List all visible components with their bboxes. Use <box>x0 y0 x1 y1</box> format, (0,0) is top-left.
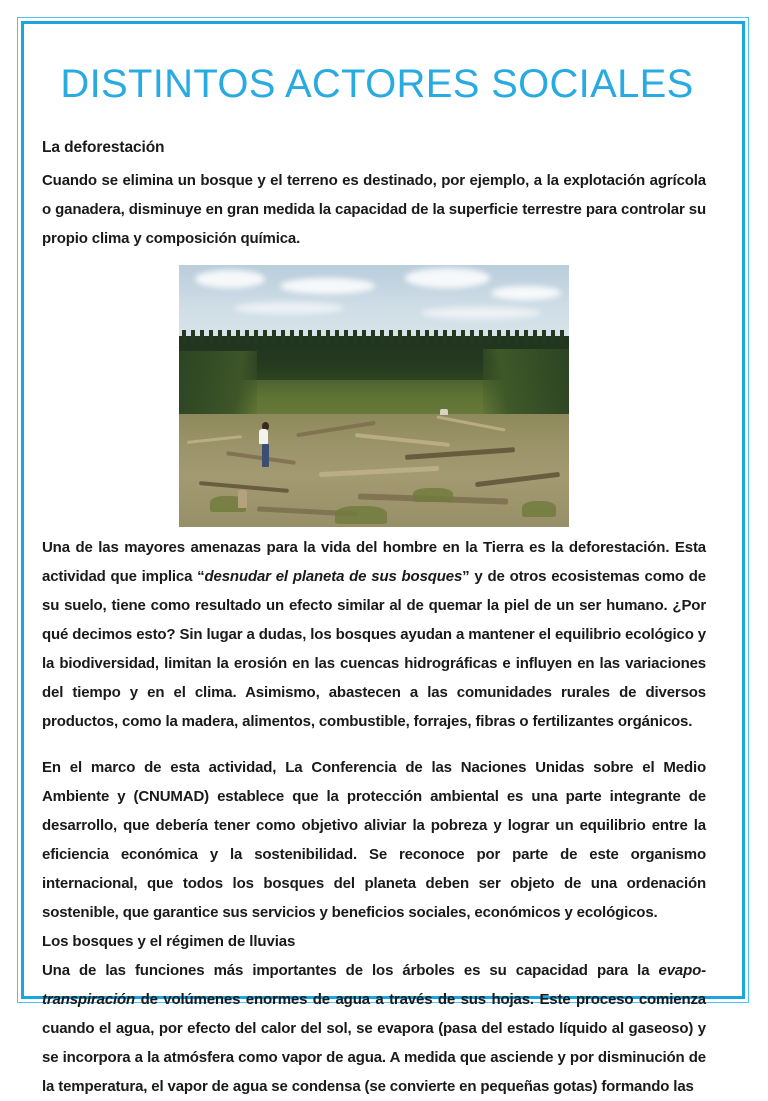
paragraph-amenazas <box>42 533 706 736</box>
document-content <box>42 58 706 1101</box>
cloud-shape <box>421 307 541 319</box>
grass-tuft <box>413 488 453 502</box>
person-figure-shirt <box>259 429 268 444</box>
paragraph-evapotranspiracion-text-before: Una de las funciones más importantes de los árboles es su capacidad para la <box>42 962 659 979</box>
deforestation-photo <box>179 265 569 527</box>
grass-tuft <box>522 501 556 517</box>
cloud-shape <box>405 268 490 288</box>
section-heading-deforestacion: La deforestación <box>42 139 165 156</box>
tree-stump <box>440 409 448 415</box>
paragraph-amenazas-quote: desnudar el planeta de sus bosques <box>204 568 463 585</box>
cloud-shape <box>491 286 561 300</box>
paragraph-evapotranspiracion-term: evapo-transpiración <box>42 962 706 1008</box>
cloud-shape <box>234 302 344 314</box>
paragraph-amenazas-text-before: Una de las mayores amenazas para la vida del hombre en la Tierra es la deforestación. Esta actividad que implica “ <box>42 539 706 585</box>
tree-stump <box>238 490 247 508</box>
paragraph-evapotranspiracion <box>42 956 706 1101</box>
paragraph-amenazas-text-after: ” y de otros ecosistemas como de su suelo, tiene como resultado un efecto similar al de quemar la piel de un ser humano. ¿Por qué decimos esto? Sin lugar a dudas, los bosques ayudan a mantener el equilibrio ecológico y la biodiversidad, limitan la erosión en las cuencas hidrográficas e influyen en las variaciones del tiempo y en el clima. Asimismo, abastecen a las comunidades rurales de diversos productos, como la madera, alimentos, combustible, forrajes, fibras o fertilizantes orgánicos. <box>42 568 706 730</box>
sub-heading-regimen-lluvias: Los bosques y el régimen de lluvias <box>42 933 296 950</box>
paragraph-cnumad: En el marco de esta actividad, La Conferencia de las Naciones Unidas sobre el Medio Ambiente y (CNUMAD) establece que la protección ambiental es una parte integrante de desarrollo, que debería tener como objetivo aliviar la pobreza y lograr un equilibrio entre la eficiencia económica y la sostenibilidad. Se reconoce por parte de este organismo internacional, que todos los bosques del planeta deben ser objeto de una ordenación sostenible, que garantice sus servicios y beneficios sociales, económicos y ecológicos. <box>42 759 706 921</box>
paragraph-evapotranspiracion-text-after: de volúmenes enormes de agua a través de sus hojas. Este proceso comienza cuando el agua, por efecto del calor del sol, se evapora (pasa del estado líquido al gaseoso) y se incorpora a la atmósfera como vapor de agua. A medida que asciende y por disminución de la temperatura, el vapor de agua se condensa (se convierte en pequeñas gotas) formando las <box>42 991 706 1095</box>
figure-deforestation <box>42 265 706 527</box>
page-title: DISTINTOS ACTORES SOCIALES <box>60 62 694 106</box>
person-figure-legs <box>262 444 269 467</box>
paragraph-intro: Cuando se elimina un bosque y el terreno es destinado, por ejemplo, a la explotación agrícola o ganadera, disminuye en gran medida la capacidad de la superficie terrestre para controlar su propio clima y composición química. <box>42 172 706 247</box>
grass-tuft <box>335 506 387 524</box>
